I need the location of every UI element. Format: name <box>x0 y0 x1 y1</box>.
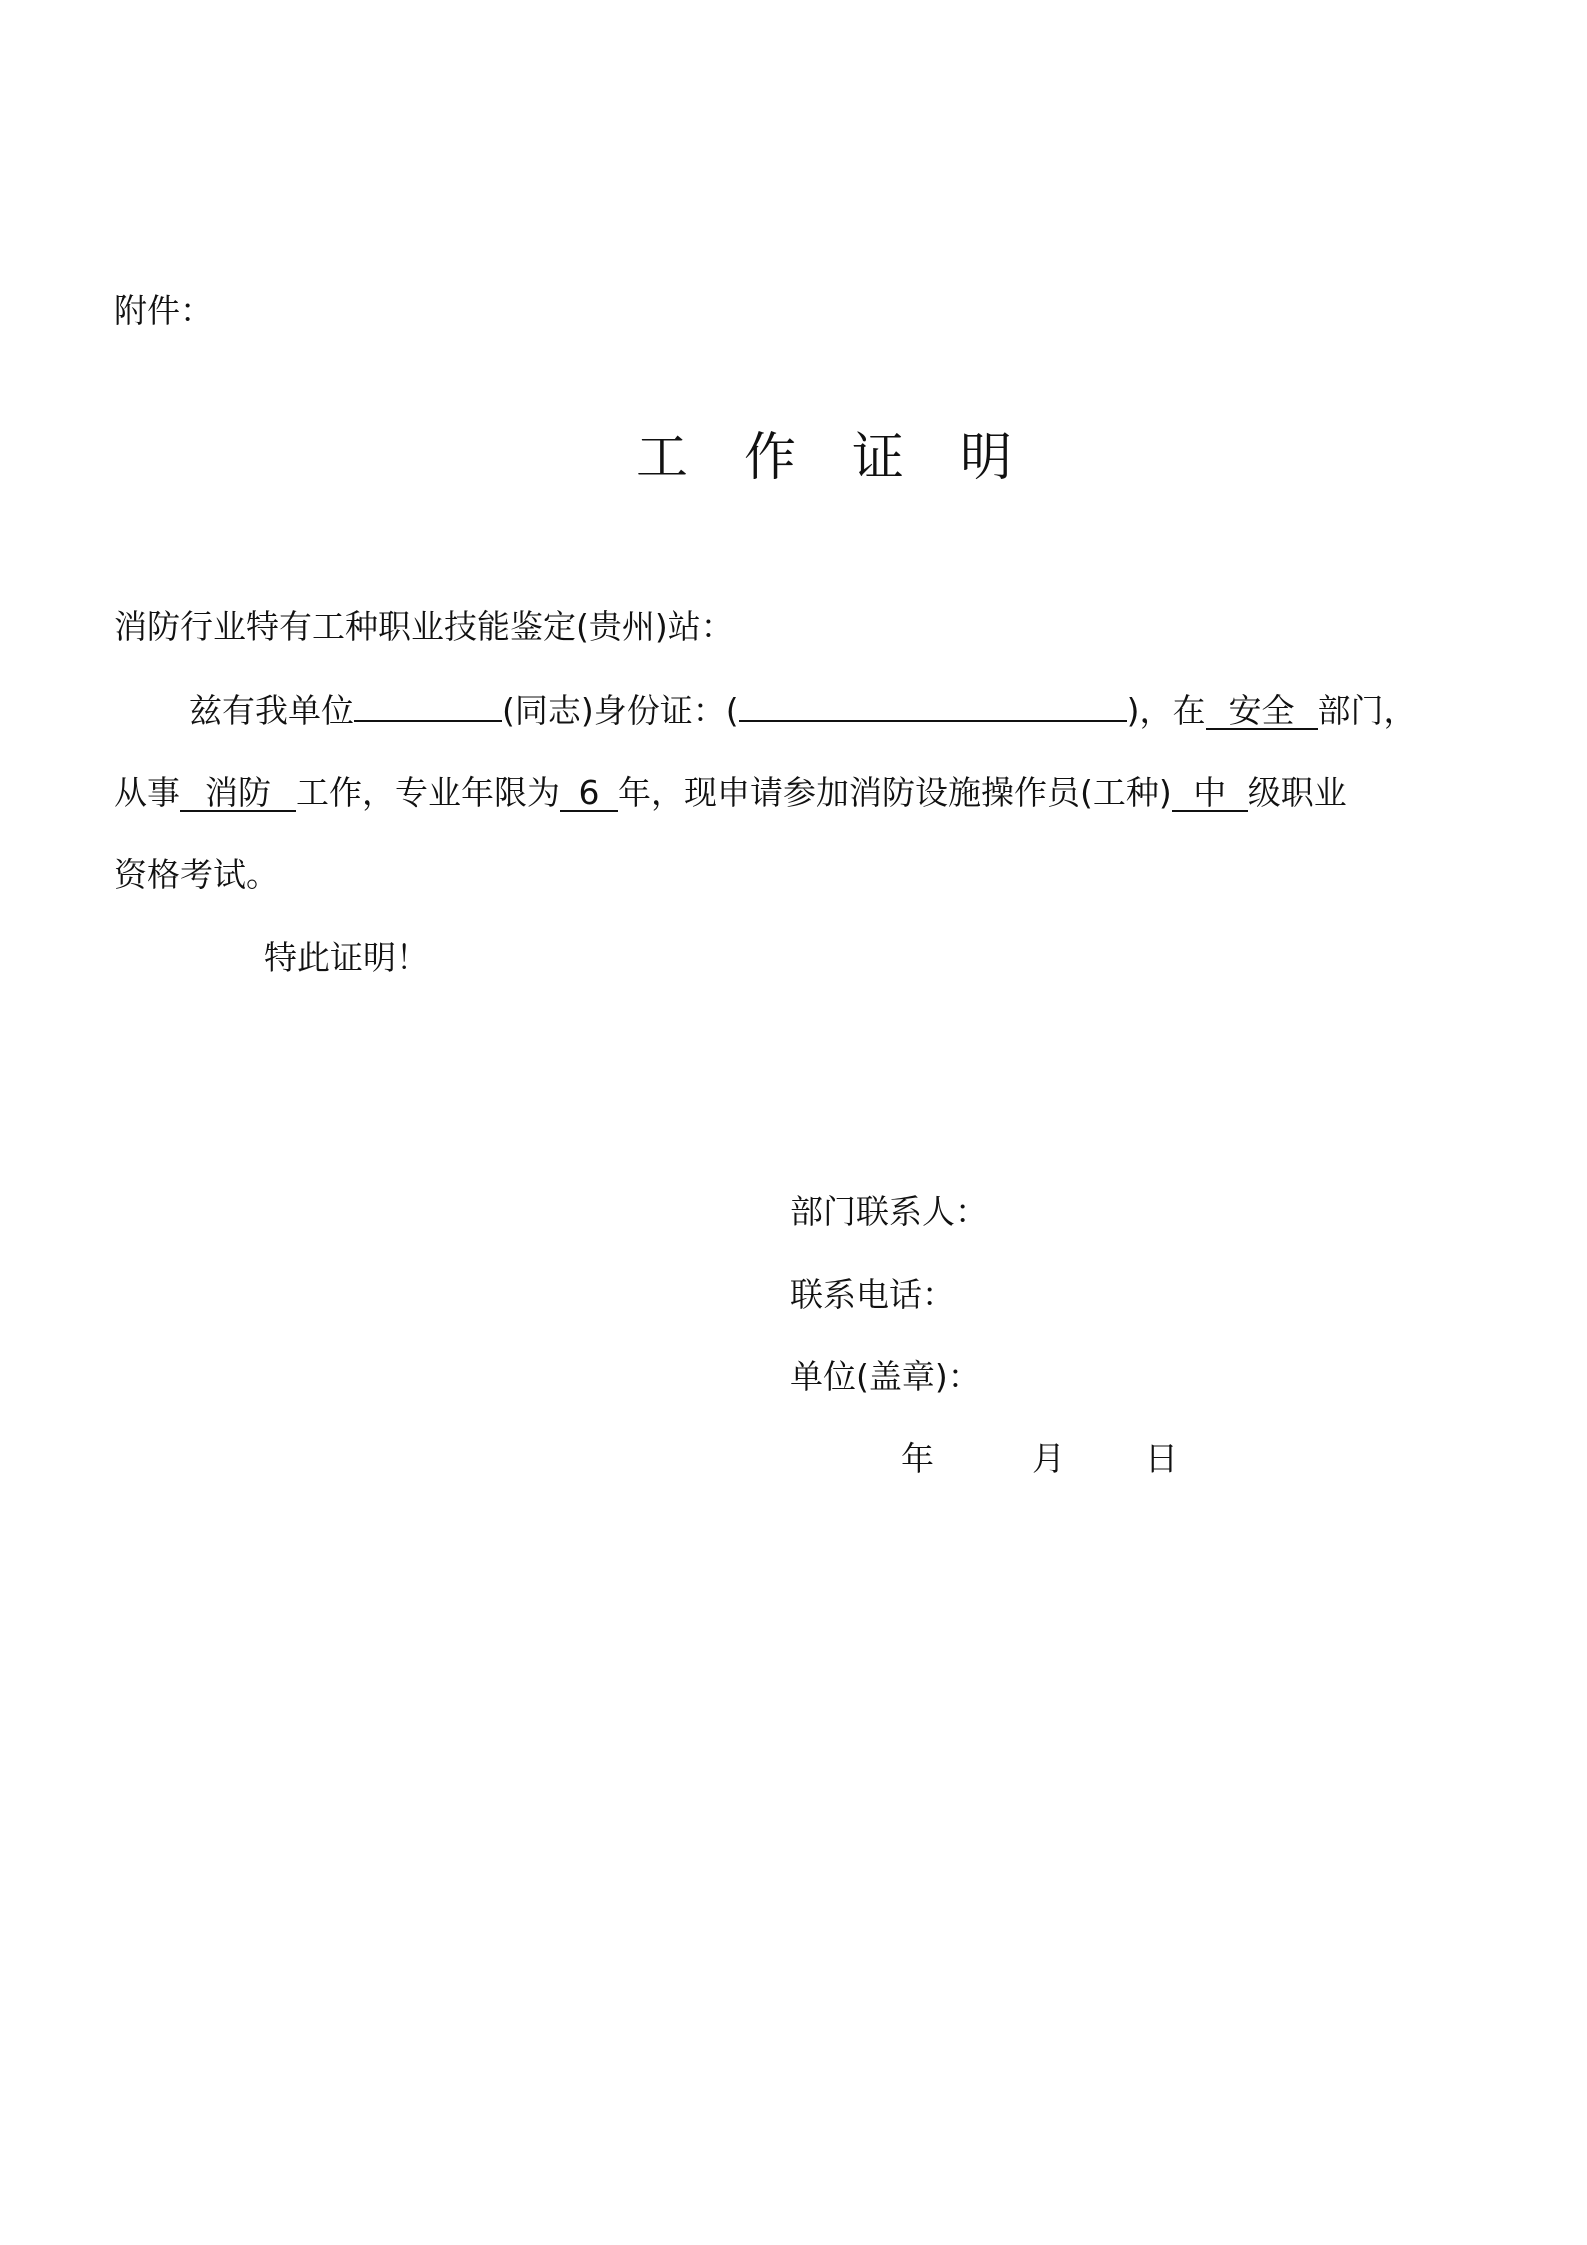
body-line-2 <box>114 773 1347 813</box>
addressee: 消防行业特有工种职业技能鉴定(贵州)站： <box>114 607 734 646</box>
title-char-1: 工 <box>636 428 689 488</box>
work-field: 消防 <box>180 776 296 812</box>
title-char-2: 作 <box>744 428 797 488</box>
body-text: )，在 <box>1126 691 1206 730</box>
name-blank <box>354 690 502 722</box>
closing-text: 特此证明！ <box>264 938 429 977</box>
body-text: 从事 <box>114 773 180 812</box>
body-text: 年，现申请参加消防设施操作员(工种) <box>618 773 1172 812</box>
seal-label: 单位(盖章)： <box>790 1357 981 1396</box>
phone-label: 联系电话： <box>790 1275 955 1314</box>
body-text: 级职业 <box>1247 773 1347 812</box>
years-field: 6 <box>560 776 618 812</box>
body-text: (同志)身份证：( <box>502 691 739 730</box>
department-field: 安全 <box>1206 694 1318 730</box>
body-text: 工作，专业年限为 <box>296 773 560 812</box>
date-day: 日 <box>1145 1439 1178 1478</box>
contact-person-label: 部门联系人： <box>790 1192 988 1231</box>
title-char-3: 证 <box>852 428 905 488</box>
level-field: 中 <box>1172 776 1248 812</box>
body-text: 部门， <box>1317 691 1417 730</box>
body-line-1 <box>189 690 1417 731</box>
body-text: 兹有我单位 <box>189 691 354 730</box>
id-number-blank <box>739 690 1127 722</box>
body-line-3: 资格考试。 <box>114 855 279 894</box>
signature-date <box>901 1439 1178 1479</box>
attachment-label: 附件： <box>114 291 213 330</box>
document-title <box>636 428 1012 488</box>
date-month: 月 <box>1032 1439 1065 1478</box>
date-year: 年 <box>901 1439 934 1478</box>
title-char-4: 明 <box>960 428 1013 488</box>
